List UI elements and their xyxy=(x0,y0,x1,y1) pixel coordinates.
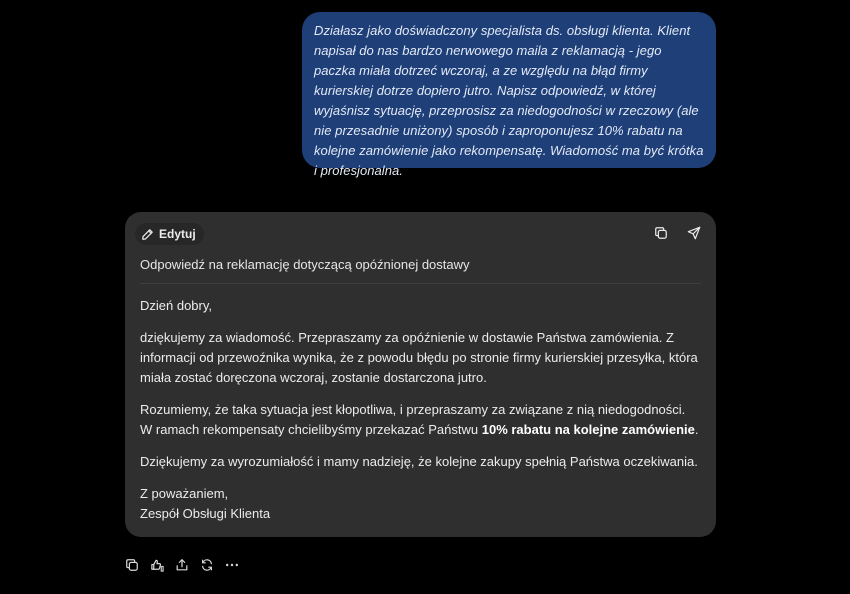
user-message-text: Działasz jako doświadczony specjalista ds. obsługi klienta. Klient napisał do nas bardzo nerwowego maila z reklamacją - jego paczka miała dotrzeć wczoraj, a ze względu na błąd firmy kurierskiej dotrze dopiero jutro. Napisz odpowiedź, w której wyjaśnisz sytuację, przeprosisz za niedogodności w rzeczowy (ale nie przesadnie uniżony) sposób i zaproponujesz 10% rabatu na kolejne zamówienie jako rekompensatę. Wiadomość ma być krótka i profesjonalna. xyxy=(314,23,704,178)
feedback-icon[interactable] xyxy=(149,557,165,573)
closing: Z poważaniem, xyxy=(140,486,229,501)
paragraph-apology xyxy=(140,400,700,440)
document-body xyxy=(140,296,700,524)
paragraph-explanation: dziękujemy za wiadomość. Przepraszamy za opóźnienie w dostawie Państwa zamówienia. Z informacji od przewoźnika wynika, że z powodu błędu po stronie firmy kurierskiej przesyłka, która miała zostać doręczona wczoraj, zostanie dostarczona jutro. xyxy=(140,330,698,385)
pencil-icon xyxy=(141,228,154,241)
user-message-bubble xyxy=(302,12,716,178)
share-icon[interactable] xyxy=(174,557,190,573)
regenerate-icon[interactable] xyxy=(199,557,215,573)
copy-icon[interactable] xyxy=(653,225,669,241)
signature: Zespół Obsługi Klienta xyxy=(140,506,271,521)
card-actions xyxy=(653,225,702,241)
send-icon[interactable] xyxy=(686,225,702,241)
edit-button[interactable] xyxy=(135,223,204,245)
message-actions xyxy=(124,557,240,573)
title-divider xyxy=(140,283,701,284)
greeting: Dzień dobry, xyxy=(140,298,213,313)
paragraph-thanks: Dziękujemy za wyrozumiałość i mamy nadzieję, że kolejne zakupy spełnią Państwa oczekiwania. xyxy=(140,454,698,469)
paragraph-apology-end: . xyxy=(694,422,699,437)
paragraph-apology-text: Rozumiemy, że taka sytuacja jest kłopotliwa, i przepraszamy za związane z nią niedogodności. W ramach rekompensaty chcielibyśmy przekazać Państwu xyxy=(140,402,686,437)
edit-label: Edytuj xyxy=(159,227,196,241)
more-icon[interactable] xyxy=(224,557,240,573)
copy-icon[interactable] xyxy=(124,557,140,573)
discount-offer: 10% rabatu na kolejne zamówienie xyxy=(481,422,695,437)
document-title: Odpowiedź na reklamację dotyczącą opóźnionej dostawy xyxy=(140,257,470,272)
document-card xyxy=(125,212,716,537)
